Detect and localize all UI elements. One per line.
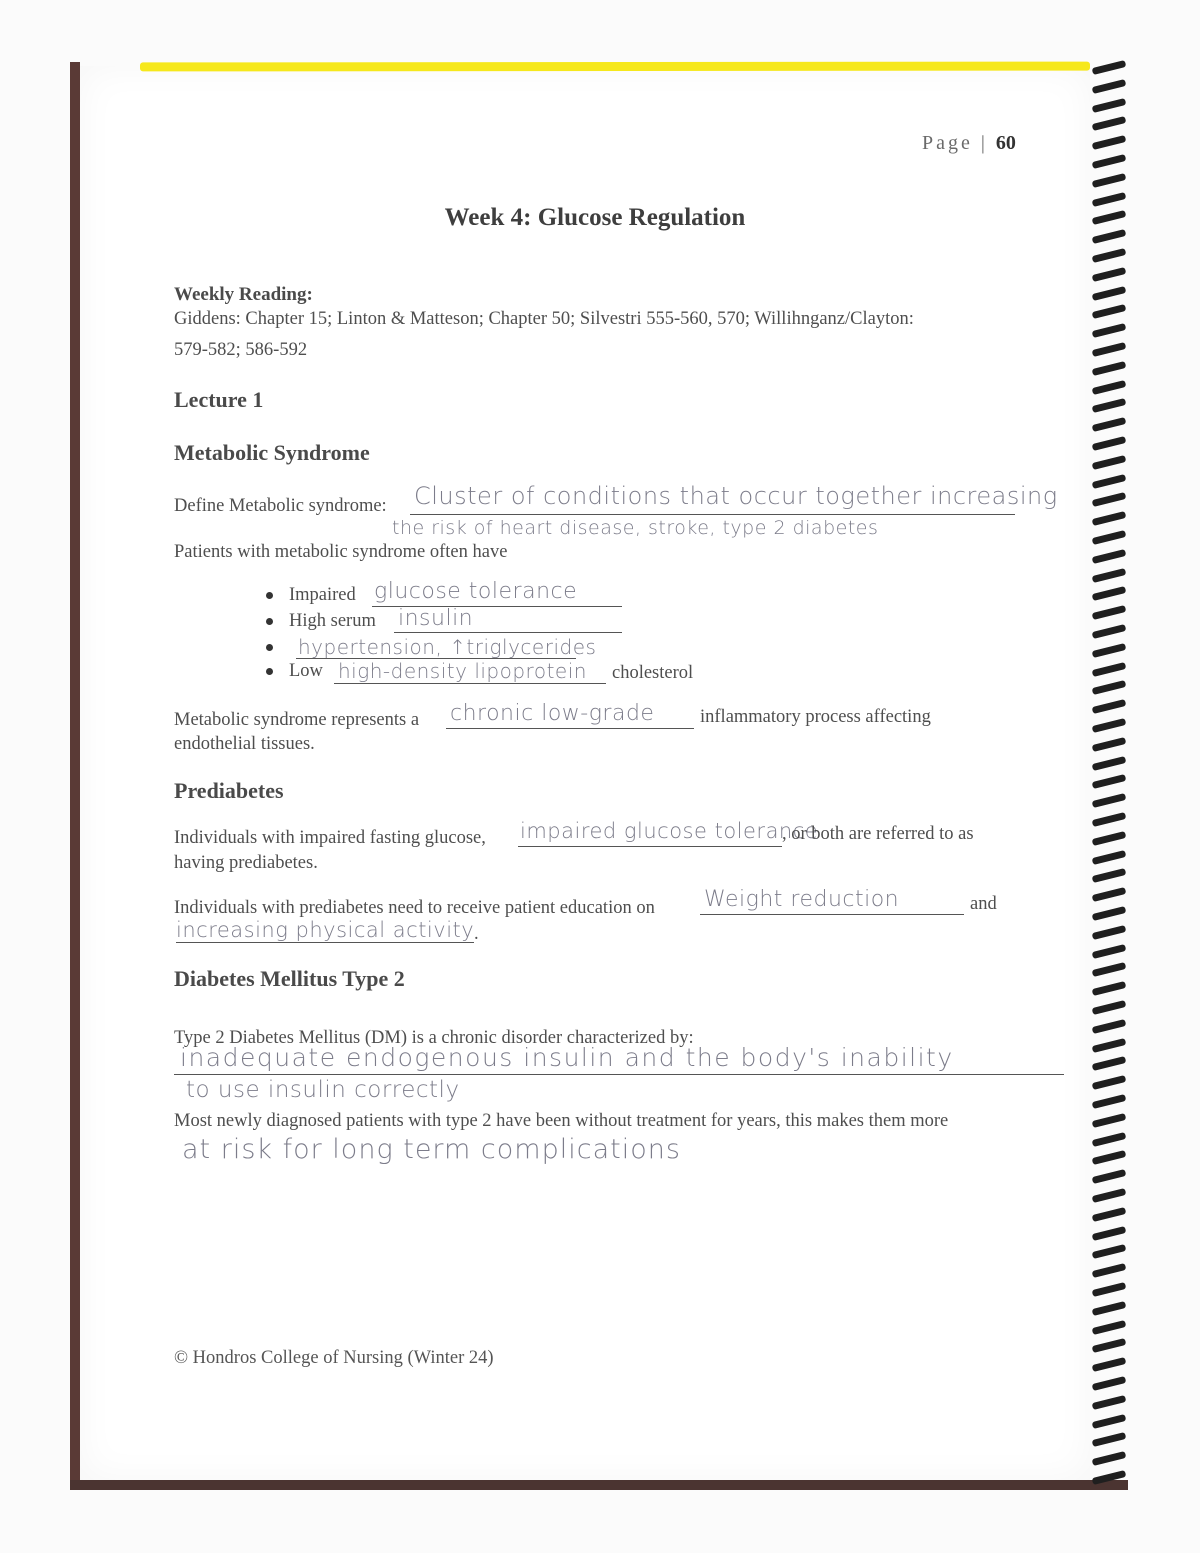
spiral-loop (1092, 323, 1127, 338)
dm2-a1-line1: inadequate endogenous insulin and the body's inability (180, 1043, 954, 1072)
yellow-tab-strip (140, 62, 1090, 72)
patients-prompt: Patients with metabolic syndrome often have (174, 542, 508, 562)
spiral-loop (1092, 868, 1127, 883)
weekly-reading-heading: Weekly Reading: (174, 284, 313, 305)
weekly-reading-line1: Giddens: Chapter 15; Linton & Matteson; Chapter 50; Silvestri 555-560, 570; Willihnganz/Clayton: (174, 309, 914, 329)
bullet-label: Low (289, 661, 323, 681)
represents-prefix: Metabolic syndrome represents a (174, 710, 420, 730)
spiral-loop (1092, 116, 1127, 131)
prediabetes-q2-answer1: Weight reduction (704, 887, 900, 912)
spiral-loop (1092, 60, 1127, 75)
bullet-dot (266, 592, 273, 599)
spiral-loop (1092, 1056, 1127, 1071)
spiral-loop (1092, 1395, 1127, 1410)
spiral-loop (1092, 850, 1127, 865)
prediabetes-q1-suffix: , or both are referred to as (782, 824, 974, 844)
paper-sheet (80, 66, 1090, 1480)
blank-line (518, 846, 782, 847)
spiral-loop (1092, 605, 1127, 620)
spiral-loop (1092, 511, 1127, 526)
spiral-loop (1092, 737, 1127, 752)
lecture-heading: Lecture 1 (174, 387, 264, 412)
spiral-loop (1092, 643, 1127, 658)
spiral-loop (1092, 1470, 1127, 1485)
bullet-label: High serum (289, 611, 376, 631)
prediabetes-q1-answer: impaired glucose tolerance (520, 819, 819, 843)
spiral-loop (1092, 718, 1127, 733)
spiral-loop (1092, 1432, 1127, 1447)
spiral-loop (1092, 568, 1127, 583)
spiral-loop (1092, 1113, 1127, 1128)
define-prompt: Define Metabolic syndrome: (174, 496, 387, 516)
spiral-loop (1092, 812, 1127, 827)
spiral-loop (1092, 981, 1127, 996)
spiral-loop (1092, 267, 1127, 282)
spiral-loop (1092, 98, 1127, 113)
footer-copyright: © Hondros College of Nursing (Winter 24) (174, 1348, 494, 1368)
prediabetes-q2-period: . (474, 924, 479, 944)
metabolic-heading: Metabolic Syndrome (174, 440, 370, 465)
bullet-third (266, 637, 289, 658)
bullet-answer: insulin (398, 606, 474, 631)
bullet-low (266, 661, 323, 682)
spiral-loop (1092, 436, 1127, 451)
spiral-loop (1092, 549, 1127, 564)
spiral-loop (1092, 1207, 1127, 1222)
spiral-loop (1092, 699, 1127, 714)
spiral-loop (1092, 361, 1127, 376)
page-number (922, 132, 1016, 155)
spiral-loop (1092, 398, 1127, 413)
spiral-loop (1092, 1301, 1127, 1316)
define-answer-1: Cluster of conditions that occur together increasing (414, 482, 1058, 510)
bullet-impaired (266, 585, 356, 606)
prediabetes-heading: Prediabetes (174, 778, 284, 803)
spiral-loop (1092, 1019, 1127, 1034)
page-label: Page | (922, 132, 988, 154)
spiral-loop (1092, 831, 1127, 846)
represents-answer: chronic low-grade (450, 701, 655, 726)
spiral-loop (1092, 286, 1127, 301)
spiral-loop (1092, 793, 1127, 808)
spiral-loop (1092, 154, 1127, 169)
prediabetes-q2-and: and (970, 894, 997, 914)
bullet-high-serum (266, 611, 376, 632)
spiral-loop (1092, 962, 1127, 977)
spiral-loop (1092, 1169, 1127, 1184)
prediabetes-q2-answer2: increasing physical activity (176, 918, 475, 942)
spiral-loop (1092, 1338, 1127, 1353)
answer-line (174, 1074, 1064, 1075)
spiral-loop (1092, 944, 1127, 959)
spiral-loop (1092, 774, 1127, 789)
spiral-loop (1092, 756, 1127, 771)
spiral-loop (1092, 492, 1127, 507)
dm2-q2: Most newly diagnosed patients with type 2 have been without treatment for years, this makes them more (174, 1111, 949, 1131)
bullet-label: Impaired (289, 585, 356, 605)
spiral-loop (1092, 380, 1127, 395)
spiral-binding (1092, 64, 1128, 1484)
spiral-loop (1092, 1320, 1127, 1335)
dm2-heading: Diabetes Mellitus Type 2 (174, 966, 405, 991)
spiral-loop (1092, 79, 1127, 94)
spiral-loop (1092, 1000, 1127, 1015)
bullet-answer: glucose tolerance (374, 579, 578, 604)
spiral-loop (1092, 925, 1127, 940)
spiral-loop (1092, 1282, 1127, 1297)
dm2-a2: at risk for long term complications (182, 1134, 681, 1165)
spiral-loop (1092, 1132, 1127, 1147)
weekly-reading-line2: 579-582; 586-592 (174, 340, 308, 360)
prediabetes-q2-prefix: Individuals with prediabetes need to receive patient education on (174, 898, 655, 918)
prediabetes-q1-line2: having prediabetes. (174, 853, 318, 873)
spiral-loop (1092, 1357, 1127, 1372)
spiral-loop (1092, 1094, 1127, 1109)
spiral-loop (1092, 173, 1127, 188)
spiral-loop (1092, 1263, 1127, 1278)
spiral-loop (1092, 1150, 1127, 1165)
spiral-loop (1092, 680, 1127, 695)
bullet-dot (266, 618, 273, 625)
bullet-suffix: cholesterol (612, 663, 694, 683)
spiral-loop (1092, 1038, 1127, 1053)
page-number-value: 60 (995, 132, 1016, 154)
spiral-loop (1092, 1226, 1127, 1241)
spiral-loop (1092, 624, 1127, 639)
bullet-answer: high-density lipoprotein (338, 659, 587, 683)
spiral-loop (1092, 342, 1127, 357)
bullet-dot (266, 668, 273, 675)
prediabetes-q1-prefix: Individuals with impaired fasting glucose, (174, 828, 486, 848)
spiral-loop (1092, 304, 1127, 319)
blank-line (446, 728, 694, 729)
spiral-loop (1092, 906, 1127, 921)
spiral-loop (1092, 887, 1127, 902)
spiral-loop (1092, 135, 1127, 150)
spiral-loop (1092, 1188, 1127, 1203)
page-title: Week 4: Glucose Regulation (444, 204, 746, 231)
spiral-loop (1092, 248, 1127, 263)
spiral-loop (1092, 1376, 1127, 1391)
define-answer-2: the risk of heart disease, stroke, type 2 diabetes (392, 517, 879, 539)
spiral-loop (1092, 586, 1127, 601)
blank-line (700, 914, 964, 915)
dm2-a1-line2: to use insulin correctly (186, 1077, 460, 1103)
spiral-loop (1092, 530, 1127, 545)
scan-bottom-edge (70, 1480, 1128, 1490)
represents-suffix: inflammatory process affecting (700, 707, 931, 727)
spiral-loop (1092, 417, 1127, 432)
spiral-loop (1092, 662, 1127, 677)
spiral-loop (1092, 474, 1127, 489)
spiral-loop (1092, 1075, 1127, 1090)
spiral-loop (1092, 455, 1127, 470)
dm2-q1: Type 2 Diabetes Mellitus (DM) is a chronic disorder characterized by: (174, 1028, 694, 1048)
represents-line2: endothelial tissues. (174, 734, 315, 754)
bullet-dot (266, 644, 273, 651)
spiral-loop (1092, 1414, 1127, 1429)
bullet-answer: hypertension, ↑triglycerides (298, 635, 597, 659)
spiral-loop (1092, 1451, 1127, 1466)
scan-left-edge (70, 62, 80, 1490)
spiral-loop (1092, 1244, 1127, 1259)
